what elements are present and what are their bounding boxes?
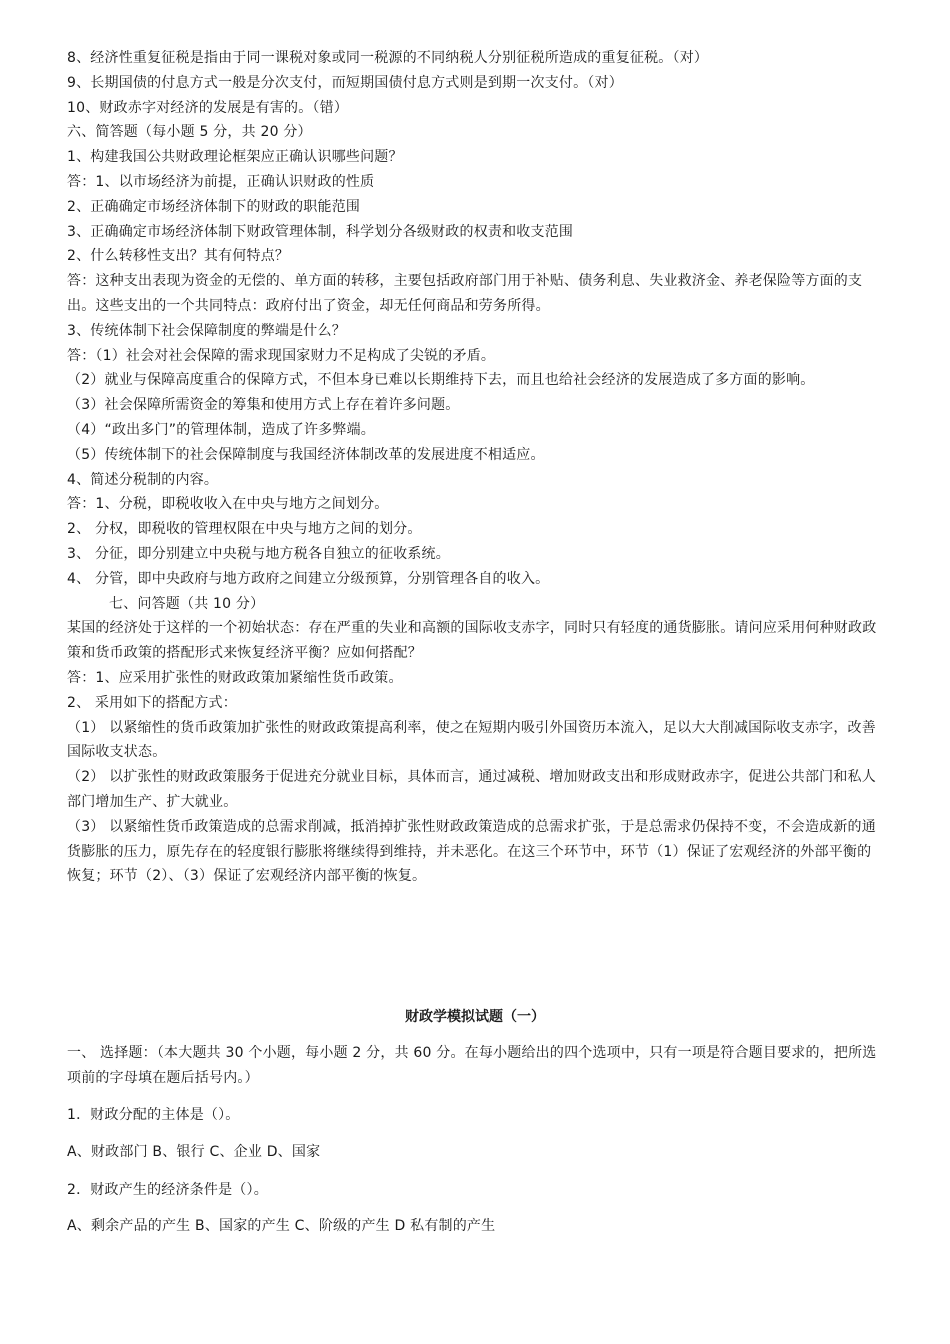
short-question-4: 4、简述分税制的内容。 [67,471,219,488]
answer-line: 2、正确确定市场经济体制下的财政的职能范围 [67,198,361,215]
answer-paragraph: （2） 以扩张性的财政政策服务于促进充分就业目标，具体而言，通过减税、增加财政支出和形成财政赤字，促进公共部门和私人部门增加生产、扩大就业。 [67,769,876,810]
answer-line: 2、 采用如下的搭配方式： [67,694,237,711]
answer-paragraph: 答：这种支出表现为资金的无偿的、单方面的转移，主要包括政府部门用于补贴、债务利息、失业救济金、养老保险等方面的支出。这些支出的一个共同特点：政府付出了资金，却无任何商品和劳务所得。 [67,273,863,314]
judgment-item-9: 9、长期国债的付息方式一般是分次支付，而短期国债付息方式则是到期一次支付。（对） [67,74,623,91]
answer-line: 答：（1）社会对社会保障的需求现国家财力不足构成了尖锐的矛盾。 [67,347,496,364]
short-answer-heading: 六、简答题（每小题 5 分，共 20 分） [67,124,312,141]
short-question-1: 1、构建我国公共财政理论框架应正确认识哪些问题？ [67,149,403,166]
answer-line: （4）“政出多门”的管理体制，造成了许多弊端。 [67,421,376,438]
question-options-2: A、剩余产品的产生 B、国家的产生 C、阶级的产生 D 私有制的产生 [67,1218,496,1234]
essay-question: 某国的经济处于这样的一个初始状态：存在严重的失业和高额的国际收支赤字，同时只有轻度的通货膨胀。请问应采用何种财政政策和货币政策的搭配形式来恢复经济平衡？应如何搭配？ [67,620,877,662]
exam-title: 财政学模拟试题（一） [405,1009,545,1025]
answer-line: 答：1、应采用扩张性的财政政策加紧缩性货币政策。 [67,669,403,686]
short-question-3: 3、传统体制下社会保障制度的弊端是什么？ [67,322,346,339]
answer-line: 答：1、分税，即税收收入在中央与地方之间划分。 [67,496,389,513]
short-question-2: 2、什么转移性支出？其有何特点？ [67,248,290,265]
answer-line: 4、 分管，即中央政府与地方政府之间建立分级预算，分别管理各自的收入。 [67,570,550,587]
exam-answers-section [67,46,883,889]
question-stem-1: 1．财政分配的主体是（）。 [67,1107,240,1123]
answer-paragraph: （2）就业与保障高度重合的保障方式，不但本身已难以长期维持下去，而且也给社会经济的发展造成了多方面的影响。 [67,372,815,389]
answer-line: 3、 分征，即分别建立中央税与地方税各自独立的征收系统。 [67,545,450,562]
answer-line: 2、 分权，即税收的管理权限在中央与地方之间的划分。 [67,521,422,538]
choice-section-heading: 一、 选择题：（本大题共 30 个小题，每小题 2 分，共 60 分。在每小题给出的四个选项中，只有一项是符合题目要求的，把所选项前的字母填在题后括号内。） [67,1045,877,1086]
answer-paragraph: （1） 以紧缩性的货币政策加扩张性的财政政策提高利率，使之在短期内吸引外国资历本流入，足以大大削减国际收支赤字，改善国际收支状态。 [67,719,876,761]
question-stem-2: 2．财政产生的经济条件是（）。 [67,1182,268,1198]
judgment-item-10: 10、财政赤字对经济的发展是有害的。（错） [67,99,349,116]
answer-paragraph: （3） 以紧缩性货币政策造成的总需求削减，抵消掉扩张性财政政策造成的总需求扩张，于是总需求仍保持不变，不会造成新的通货膨胀的压力，原先存在的轻度银行膨胀将继续得到维持，并未恶化。在这三个环节中，环节（1）保证了宏观经济的外部平衡的恢复；环节（2）、（3）保证了宏观经济内部平衡的恢复。 [67,818,876,885]
answer-line: 3、正确确定市场经济体制下财政管理体制，科学划分各级财政的权责和收支范围 [67,223,574,240]
answer-line: （5）传统体制下的社会保障制度与我国经济体制改革的发展进度不相适应。 [67,446,545,463]
essay-heading: 七、问答题（共 10 分） [109,595,265,612]
judgment-item-8: 8、经济性重复征税是指由于同一课税对象或同一税源的不同纳税人分别征税所造成的重复征税。（对） [67,50,709,66]
answer-line: （3）社会保障所需资金的筹集和使用方式上存在着许多问题。 [67,397,460,414]
question-options-1: A、财政部门 B、银行 C、企业 D、国家 [67,1144,321,1160]
answer-line: 答：1、以市场经济为前提，正确认识财政的性质 [67,173,375,190]
